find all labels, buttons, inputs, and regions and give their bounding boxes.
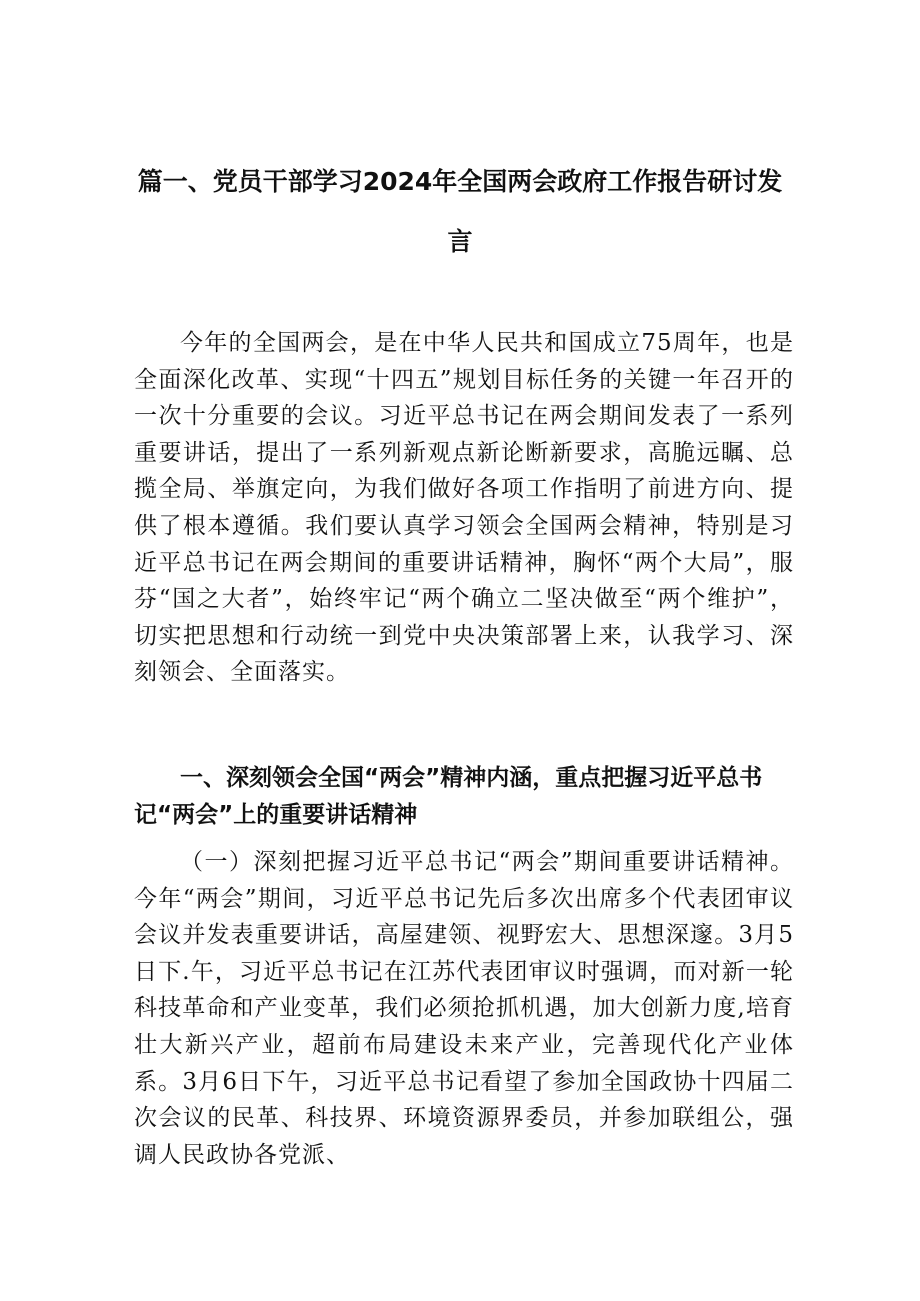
- section-heading-1: 一、深刻领会全国“两会”精神内涵，重点把握习近平总书记“两会”上的重要讲话精神: [134, 765, 763, 828]
- document-title: 篇一、党员干部学习2024年全国两会政府工作报告研讨发言: [137, 167, 783, 256]
- section-1-paragraph: （一）深刻把握习近平总书记“两会”期间重要讲话精神。今年“两会”期间，习近平总书记先后多次出席多个代表团审议会议并发表重要讲话，高屋建领、视野宏大、思想深邃。3月5日下.午，习近平总书记在江苏代表团审议时强调，而对新一轮科技革命和产业变革，我们必须抢抓机遇，加大创新力度,培育壮大新兴产业，超前布局建设未来产业，完善现代化产业体系。3月6日下午，习近平总书记看望了参加全国政协十四届二次会议的民革、科技界、环境资源界委员，并参加联组公，强调人民政协各党派、: [134, 849, 794, 1168]
- intro-paragraph: 今年的全国两会，是在中华人民共和国成立75周年，也是全面深化改革、实现“十四五”规划目标任务的关键一年召开的一次十分重要的会议。习近平总书记在两会期间发表了一系列重要讲话，提出了一系列新观点新论断新要求，高脆远瞩、总揽全局、举旗定向，为我们做好各项工作指明了前进方向、提供了根本遵循。我们要认真学习领会全国两会精神，特别是习近平总书记在两会期间的重要讲话精神，胸怀“两个大局”，服芬“国之大者”，始终牢记“两个确立二坚决做至“两个维护”，切实把思想和行动统一到党中央决策部署上来，认我学习、深刻领会、全面落实。: [134, 330, 794, 686]
